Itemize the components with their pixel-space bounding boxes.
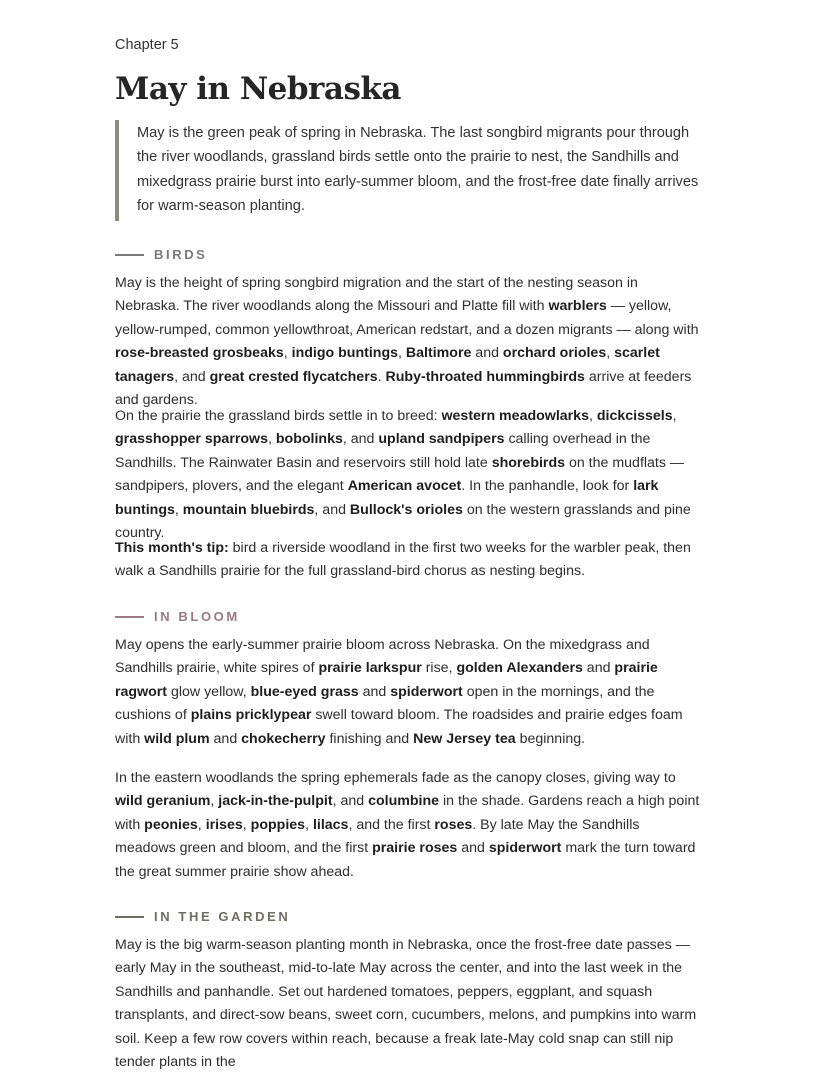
section-heading-birds [115,247,207,262]
section-title: IN THE GARDEN [154,909,291,924]
section-heading-in-bloom [115,609,240,624]
heading-rule [115,254,144,256]
bold-term: spiderwort [488,840,562,857]
bold-term: upland sandpipers [378,431,505,448]
bold-term: grasshopper sparrows [115,431,268,448]
bold-term: bobolinks [275,431,343,448]
bold-term: jack-in-the-pulpit [218,793,333,810]
bold-term: golden Alexanders [456,660,583,677]
section-heading-in-the-garden [115,909,290,924]
bold-term: irises [205,816,243,833]
bold-term: American avocet [347,478,462,495]
bold-term: roses [434,816,473,833]
bold-term: wild plum [144,730,210,747]
bold-term: plains pricklypear [190,707,312,724]
bold-term: New Jersey tea [413,730,516,747]
bold-term: blue-eyed grass [250,683,359,700]
heading-rule [115,616,144,618]
bold-term: poppies [250,816,306,833]
bold-term: scarlet tanagers [115,345,660,385]
bold-term: lilacs [312,816,349,833]
bold-term: prairie ragwort [115,660,658,700]
bold-term: Bullock's orioles [349,501,463,518]
page-title: May in Nebraska [115,71,401,107]
bold-term: wild geranium [115,793,211,810]
bold-term: chokecherry [241,730,326,747]
bold-term: warblers [548,298,607,315]
bloom-paragraph-1: May opens the early-summer prairie bloom across Nebraska. On the mixedgrass and Sandhills prairie, white spires of prairie larkspur rise, golden Alexanders and prairie ragwort glow yellow, blue-eyed grass and spiderwort open in the mornings, and the cushions of plains pricklypear swell toward bloom. The roadsides and prairie edges foam with wild plum and chokecherry finishing and New Jersey tea beginning. [115,637,683,747]
bold-term: Baltimore [405,345,472,362]
bold-term: prairie larkspur [318,660,422,677]
chapter-content [115,36,700,1071]
intro-blockquote: May is the green peak of spring in Nebraska. The last songbird migrants pour through the river woodlands, grassland birds settle onto the prairie to nest, the Sandhills and mixedgrass prairie burst into early-summer bloom, and the frost-free date finally arrives for warm-season planting. [115,120,700,221]
bold-term: mountain bluebirds [182,501,315,518]
birds-tip-paragraph: This month's tip: bird a riverside woodland in the first two weeks for the warbler peak, then walk a Sandhills prairie for the full grassland-bird chorus as nesting begins. [115,540,691,580]
bold-term: indigo buntings [291,345,399,362]
section-title: IN BLOOM [154,609,240,624]
birds-paragraph-2: On the prairie the grassland birds settle in to breed: western meadowlarks, dickcissels, grasshopper sparrows, bobolinks, and upland sandpipers calling overhead in the Sandhills. The Rainwater Basin and reservoirs still hold late shorebirds on the mudflats — sandpipers, plovers, and the elegant American avocet. In the panhandle, look for lark buntings, mountain bluebirds, and Bullock's orioles on the western grasslands and pine country. [115,408,691,542]
bold-term: rose-breasted grosbeaks [115,345,284,362]
bold-term: orchard orioles [502,345,607,362]
section-title: BIRDS [154,247,208,262]
bold-term: great crested flycatchers [209,368,378,385]
bold-term: dickcissels [596,408,673,424]
bold-term: columbine [368,793,440,810]
bold-term: peonies [144,816,198,833]
chapter-label: Chapter 5 [115,37,179,53]
bold-term: shorebirds [491,454,566,471]
bold-term: prairie roses [372,840,458,857]
bloom-paragraph-2: In the eastern woodlands the spring ephemerals fade as the canopy closes, giving way to wild geranium, jack-in-the-pulpit, and columbine in the shade. Gardens reach a high point with peonies, irises, poppies, lilacs, and the first roses. By late May the Sandhills meadows green and bloom, and the first prairie roses and spiderwort mark the turn toward the great summer prairie show ahead. [115,770,700,880]
heading-rule [115,916,144,918]
bold-term: western meadowlarks [441,408,589,424]
bold-term: This month's tip: [115,540,229,556]
birds-paragraph-1: May is the height of spring songbird migration and the start of the nesting season in Nebraska. The river woodlands along the Missouri and Platte fill with warblers — yellow, yellow-rumped, common yellowthroat, American redstart, and a dozen migrants — along with rose-breasted grosbeaks, indigo buntings, Baltimore and orchard orioles, scarlet tanagers, and great crested flycatchers. Ruby-throated hummingbirds arrive at feeders and gardens. [115,275,699,409]
bold-term: spiderwort [390,683,463,700]
garden-paragraph-1: May is the big warm-season planting month in Nebraska, once the frost-free date passes — early May in the southeast, mid-to-late May across the center, and into the last week in the Sandhills and panhandle. Set out hardened tomatoes, peppers, eggplant, and squash transplants, and direct-sow beans, sweet corn, cucumbers, melons, and pumpkins into warm soil. Keep a few row covers within reach, because a freak late-May cold snap can still nip tender plants in the [115,937,697,1071]
bold-term: lark buntings [115,478,659,518]
bold-term: Ruby-throated hummingbirds [385,368,585,385]
